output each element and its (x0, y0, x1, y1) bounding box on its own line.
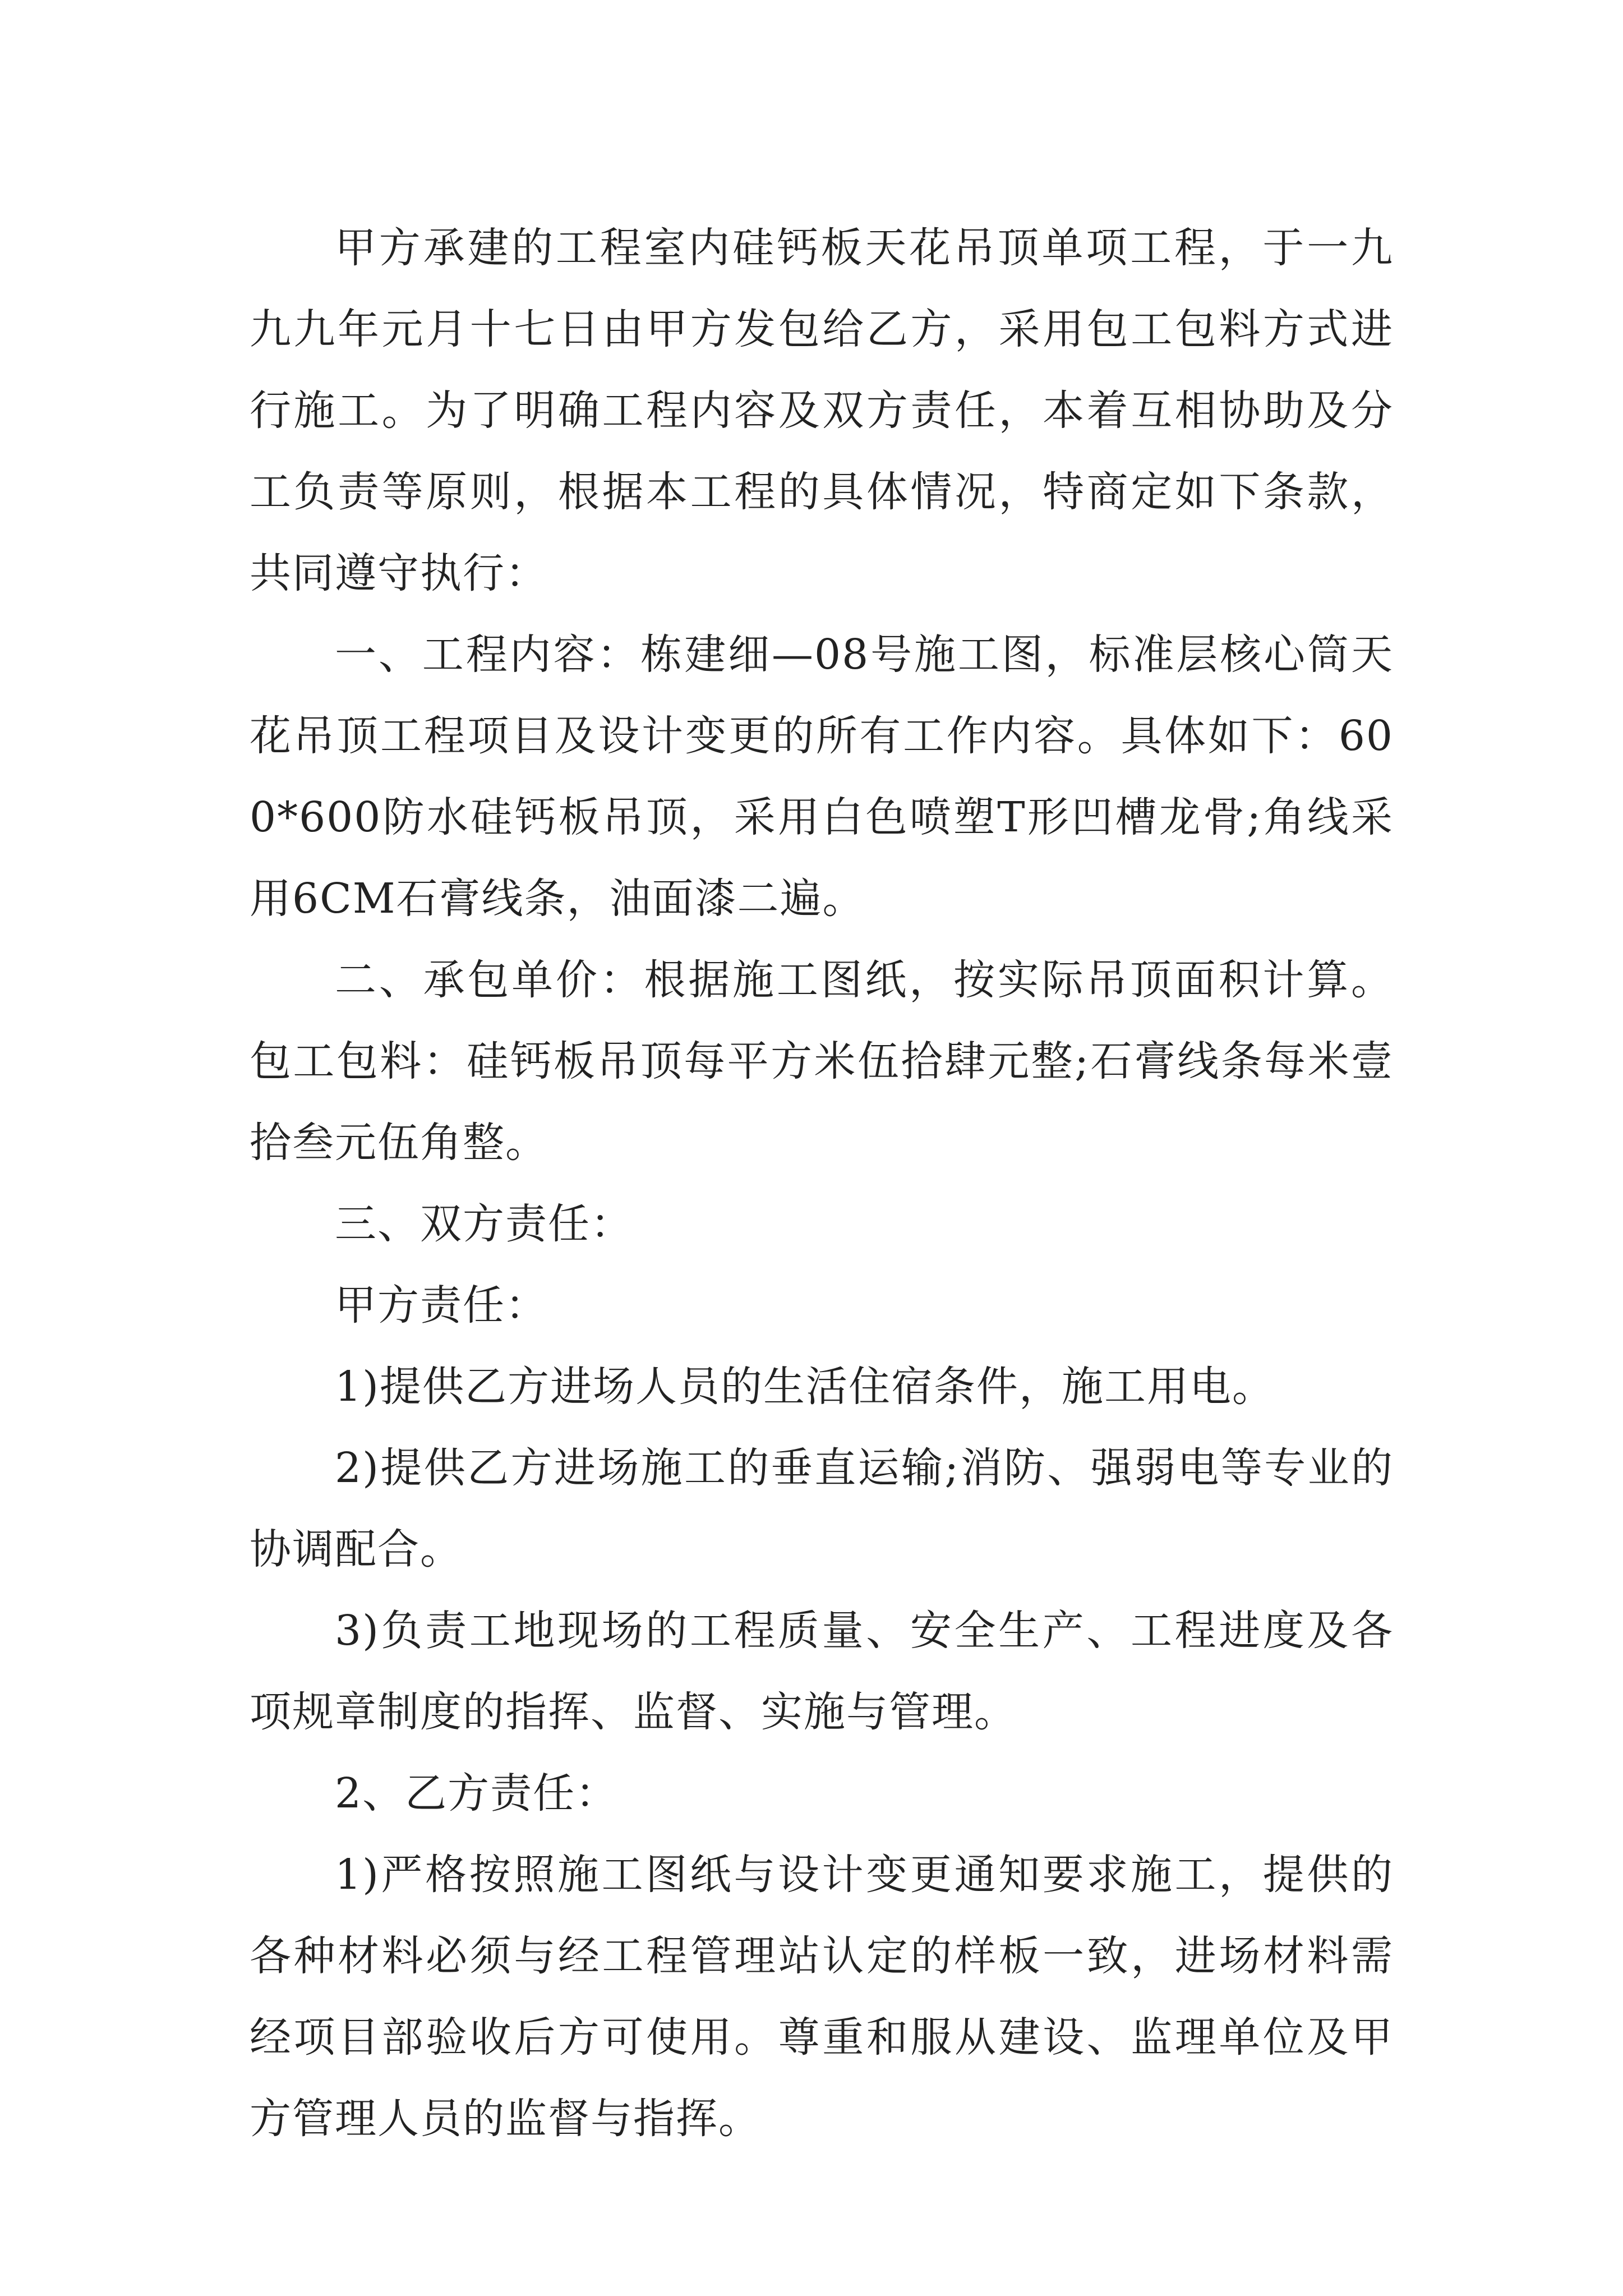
party-a-item-1: 1)提供乙方进场人员的生活住宿条件，施工用电。 (335, 1363, 1275, 1411)
party-b-item-1: 1)严格按照施工图纸与设计变更通知要求施工，提供的各种材料必须与经工程管理站认定的样板一致，进场材料需经项目部验收后方可使用。尊重和服从建设、监理单位及甲方管理人员的监督与指挥。 (250, 1851, 1394, 2143)
heading-party-a: 甲方责任： (335, 1281, 548, 1329)
document-body (250, 208, 1394, 2160)
heading-party-b: 2、乙方责任： (335, 1769, 619, 1818)
paragraph-unit-price: 二、承包单价：根据施工图纸，按实际吊顶面积计算。包工包料：硅钙板吊顶每平方米伍拾肆元整;石膏线条每米壹拾叁元伍角整。 (250, 956, 1394, 1167)
paragraph-intro: 甲方承建的工程室内硅钙板天花吊顶单项工程，于一九九九年元月十七日由甲方发包给乙方，采用包工包料方式进行施工。为了明确工程内容及双方责任，本着互相协助及分工负责等原则，根据本工程的具体情况，特商定如下条款，共同遵守执行： (250, 224, 1394, 597)
party-a-item-2: 2)提供乙方进场施工的垂直运输;消防、强弱电等专业的协调配合。 (250, 1444, 1394, 1573)
heading-responsibilities: 三、双方责任： (335, 1200, 633, 1248)
party-a-item-3: 3)负责工地现场的工程质量、安全生产、工程进度及各项规章制度的指挥、监督、实施与管理。 (250, 1607, 1394, 1736)
paragraph-work-content: 一、工程内容：栋建细—08号施工图，标准层核心筒天花吊顶工程项目及设计变更的所有工作内容。具体如下：600*600防水硅钙板吊顶，采用白色喷塑T形凹槽龙骨;角线采用6CM石膏线条，油面漆二遍。 (250, 631, 1394, 923)
